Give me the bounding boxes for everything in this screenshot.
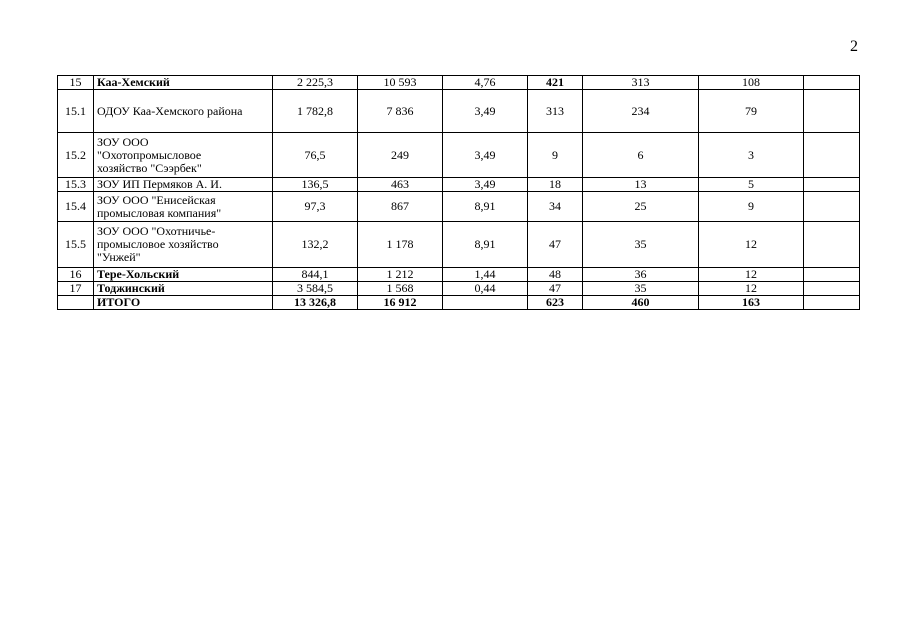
cell-density: 4,76 xyxy=(443,76,528,90)
cell-count: 16 912 xyxy=(358,296,443,310)
row-name: ОДОУ Каа-Хемского района xyxy=(94,90,273,133)
cell-quota-a: 13 xyxy=(583,178,699,192)
cell-empty xyxy=(804,178,860,192)
cell-density: 3,49 xyxy=(443,133,528,178)
cell-count: 249 xyxy=(358,133,443,178)
cell-quota-b: 12 xyxy=(699,282,804,296)
cell-area: 844,1 xyxy=(273,268,358,282)
row-number xyxy=(58,296,94,310)
cell-quota-b: 9 xyxy=(699,192,804,222)
cell-quota-b: 3 xyxy=(699,133,804,178)
table-row xyxy=(58,192,860,222)
row-number: 15.1 xyxy=(58,90,94,133)
cell-area: 132,2 xyxy=(273,222,358,268)
table-row xyxy=(58,268,860,282)
cell-quota-total: 47 xyxy=(528,222,583,268)
row-number: 16 xyxy=(58,268,94,282)
cell-area: 76,5 xyxy=(273,133,358,178)
table-row xyxy=(58,76,860,90)
row-name: ЗОУ ООО "Охотничье- промысловое хозяйство "Унжей" xyxy=(94,222,273,268)
cell-quota-a: 313 xyxy=(583,76,699,90)
cell-count: 10 593 xyxy=(358,76,443,90)
total-row xyxy=(58,296,860,310)
cell-area: 1 782,8 xyxy=(273,90,358,133)
row-number: 15.5 xyxy=(58,222,94,268)
cell-quota-b: 12 xyxy=(699,268,804,282)
cell-quota-a: 25 xyxy=(583,192,699,222)
cell-empty xyxy=(804,133,860,178)
cell-empty xyxy=(804,296,860,310)
row-name: Тоджинский xyxy=(94,282,273,296)
page-number: 2 xyxy=(850,38,858,55)
cell-density: 3,49 xyxy=(443,178,528,192)
cell-quota-b: 108 xyxy=(699,76,804,90)
cell-density: 0,44 xyxy=(443,282,528,296)
cell-area: 97,3 xyxy=(273,192,358,222)
row-name: ЗОУ ИП Пермяков А. И. xyxy=(94,178,273,192)
cell-area: 2 225,3 xyxy=(273,76,358,90)
cell-count: 1 178 xyxy=(358,222,443,268)
cell-quota-b: 5 xyxy=(699,178,804,192)
cell-empty xyxy=(804,76,860,90)
row-number: 15 xyxy=(58,76,94,90)
table-row xyxy=(58,222,860,268)
cell-density: 8,91 xyxy=(443,192,528,222)
row-number: 15.4 xyxy=(58,192,94,222)
cell-count: 7 836 xyxy=(358,90,443,133)
cell-quota-total: 34 xyxy=(528,192,583,222)
cell-empty xyxy=(804,192,860,222)
cell-count: 1 568 xyxy=(358,282,443,296)
cell-quota-total: 623 xyxy=(528,296,583,310)
cell-quota-total: 47 xyxy=(528,282,583,296)
cell-quota-a: 35 xyxy=(583,282,699,296)
cell-density: 8,91 xyxy=(443,222,528,268)
cell-count: 463 xyxy=(358,178,443,192)
row-number: 15.3 xyxy=(58,178,94,192)
table-row xyxy=(58,178,860,192)
row-name: ИТОГО xyxy=(94,296,273,310)
row-name: ЗОУ ООО "Енисейская промысловая компания" xyxy=(94,192,273,222)
cell-quota-b: 163 xyxy=(699,296,804,310)
cell-empty xyxy=(804,268,860,282)
row-number: 17 xyxy=(58,282,94,296)
cell-quota-a: 36 xyxy=(583,268,699,282)
cell-density xyxy=(443,296,528,310)
row-name: Каа-Хемский xyxy=(94,76,273,90)
cell-count: 867 xyxy=(358,192,443,222)
cell-density: 3,49 xyxy=(443,90,528,133)
cell-empty xyxy=(804,282,860,296)
table-row xyxy=(58,282,860,296)
cell-quota-total: 313 xyxy=(528,90,583,133)
table-row xyxy=(58,90,860,133)
cell-quota-a: 35 xyxy=(583,222,699,268)
cell-quota-a: 460 xyxy=(583,296,699,310)
cell-quota-b: 12 xyxy=(699,222,804,268)
row-name: ЗОУ ООО "Охотопромысловое хозяйство "Сээрбек" xyxy=(94,133,273,178)
cell-quota-a: 6 xyxy=(583,133,699,178)
row-number: 15.2 xyxy=(58,133,94,178)
cell-quota-total: 421 xyxy=(528,76,583,90)
cell-quota-total: 48 xyxy=(528,268,583,282)
cell-quota-total: 9 xyxy=(528,133,583,178)
cell-count: 1 212 xyxy=(358,268,443,282)
cell-quota-b: 79 xyxy=(699,90,804,133)
cell-empty xyxy=(804,90,860,133)
table-row xyxy=(58,133,860,178)
cell-area: 13 326,8 xyxy=(273,296,358,310)
cell-quota-total: 18 xyxy=(528,178,583,192)
cell-area: 136,5 xyxy=(273,178,358,192)
cell-empty xyxy=(804,222,860,268)
data-table xyxy=(57,75,860,310)
cell-quota-a: 234 xyxy=(583,90,699,133)
cell-density: 1,44 xyxy=(443,268,528,282)
row-name: Тере-Хольский xyxy=(94,268,273,282)
cell-area: 3 584,5 xyxy=(273,282,358,296)
